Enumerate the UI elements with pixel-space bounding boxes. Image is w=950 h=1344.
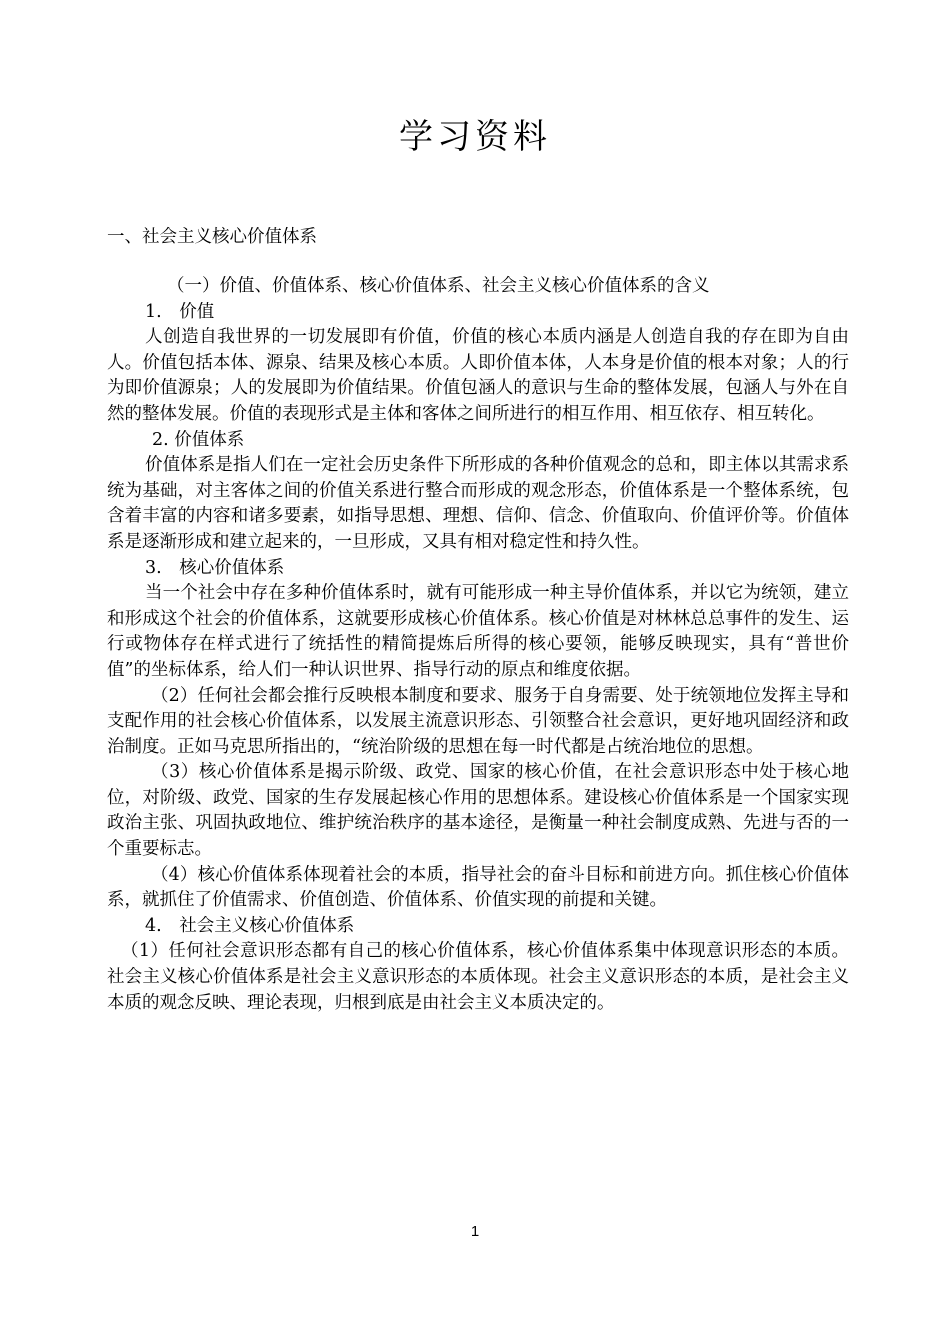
- item-heading-socialist-core-value-system: 4. 社会主义核心价值体系: [145, 915, 355, 936]
- paragraph-core-value-system: 当一个社会中存在多种价值体系时，就有可能形成一种主导价值体系，并以它为统领，建立和形成这个社会的价值体系，这就要形成核心价值体系。核心价值是对林林总总事件的发生、运行或物体存在样式进行了统括性的精简提炼后所得的核心要领，能够反映现实，具有“普世价值”的坐标体系，给人们一种认识世界、指导行动的原点和维度依据。: [107, 583, 849, 680]
- paragraph-core-value-system-4: （4）核心价值体系体现着社会的本质，指导社会的奋斗目标和前进方向。抓住核心价值体系，就抓住了价值需求、价值创造、价值体系、价值实现的前提和关键。: [107, 864, 849, 911]
- document-body: [107, 274, 849, 1016]
- section-heading: 一、社会主义核心价值体系: [107, 227, 317, 247]
- paragraph-socialist-core-value-system: （1）任何社会意识形态都有自己的核心价值体系，核心价值体系集中体现意识形态的本质。社会主义核心价值体系是社会主义意识形态的本质体现。社会主义意识形态的本质，是社会主义本质的观念反映、理论表现，归根到底是由社会主义本质决定的。: [107, 941, 849, 1013]
- paragraph-core-value-system-3: （3）核心价值体系是揭示阶级、政党、国家的核心价值，在社会意识形态中处于核心地位，对阶级、政党、国家的生存发展起核心作用的思想体系。建设核心价值体系是一个国家实现政治主张、巩固执政地位、维护统治秩序的基本途径，是衡量一种社会制度成熟、先进与否的一个重要标志。: [107, 762, 849, 860]
- item-heading-value-system: 2. 价值体系: [152, 429, 245, 450]
- paragraph-core-value-system-2: （2）任何社会都会推行反映根本制度和要求、服务于自身需要、处于统领地位发挥主导和支配作用的社会核心价值体系，以发展主流意识形态、引领整合社会意识，更好地巩固经济和政治制度。正如马克思所指出的，“统治阶级的思想在每一时代都是占统治地位的思想。: [107, 685, 849, 757]
- paragraph-value: 人创造自我世界的一切发展即有价值，价值的核心本质内涵是人创造自我的存在即为自由人。价值包括本体、源泉、结果及核心本质。人即价值本体，人本身是价值的根本对象；人的行为即价值源泉；人的发展即为价值结果。价值包涵人的意识与生命的整体发展，包涵人与外在自然的整体发展。价值的表现形式是主体和客体之间所进行的相互作用、相互依存、相互转化。: [107, 327, 849, 424]
- item-heading-value: 1. 价值: [145, 301, 215, 322]
- paragraph-value-system: 价值体系是指人们在一定社会历史条件下所形成的各种价值观念的总和，即主体以其需求系统为基础，对主客体之间的价值关系进行整合而形成的观念形态，价值体系是一个整体系统，包含着丰富的内容和诸多要素，如指导思想、理想、信仰、信念、价值取向、价值评价等。价值体系是逐渐形成和建立起来的，一旦形成，又具有相对稳定性和持久性。: [107, 455, 849, 552]
- document-title: 学习资料: [399, 117, 551, 157]
- subsection-heading: （一）价值、价值体系、核心价值体系、社会主义核心价值体系的含义: [167, 276, 710, 296]
- item-heading-core-value-system: 3. 核心价值体系: [145, 557, 285, 578]
- page-number: 1: [470, 1223, 480, 1240]
